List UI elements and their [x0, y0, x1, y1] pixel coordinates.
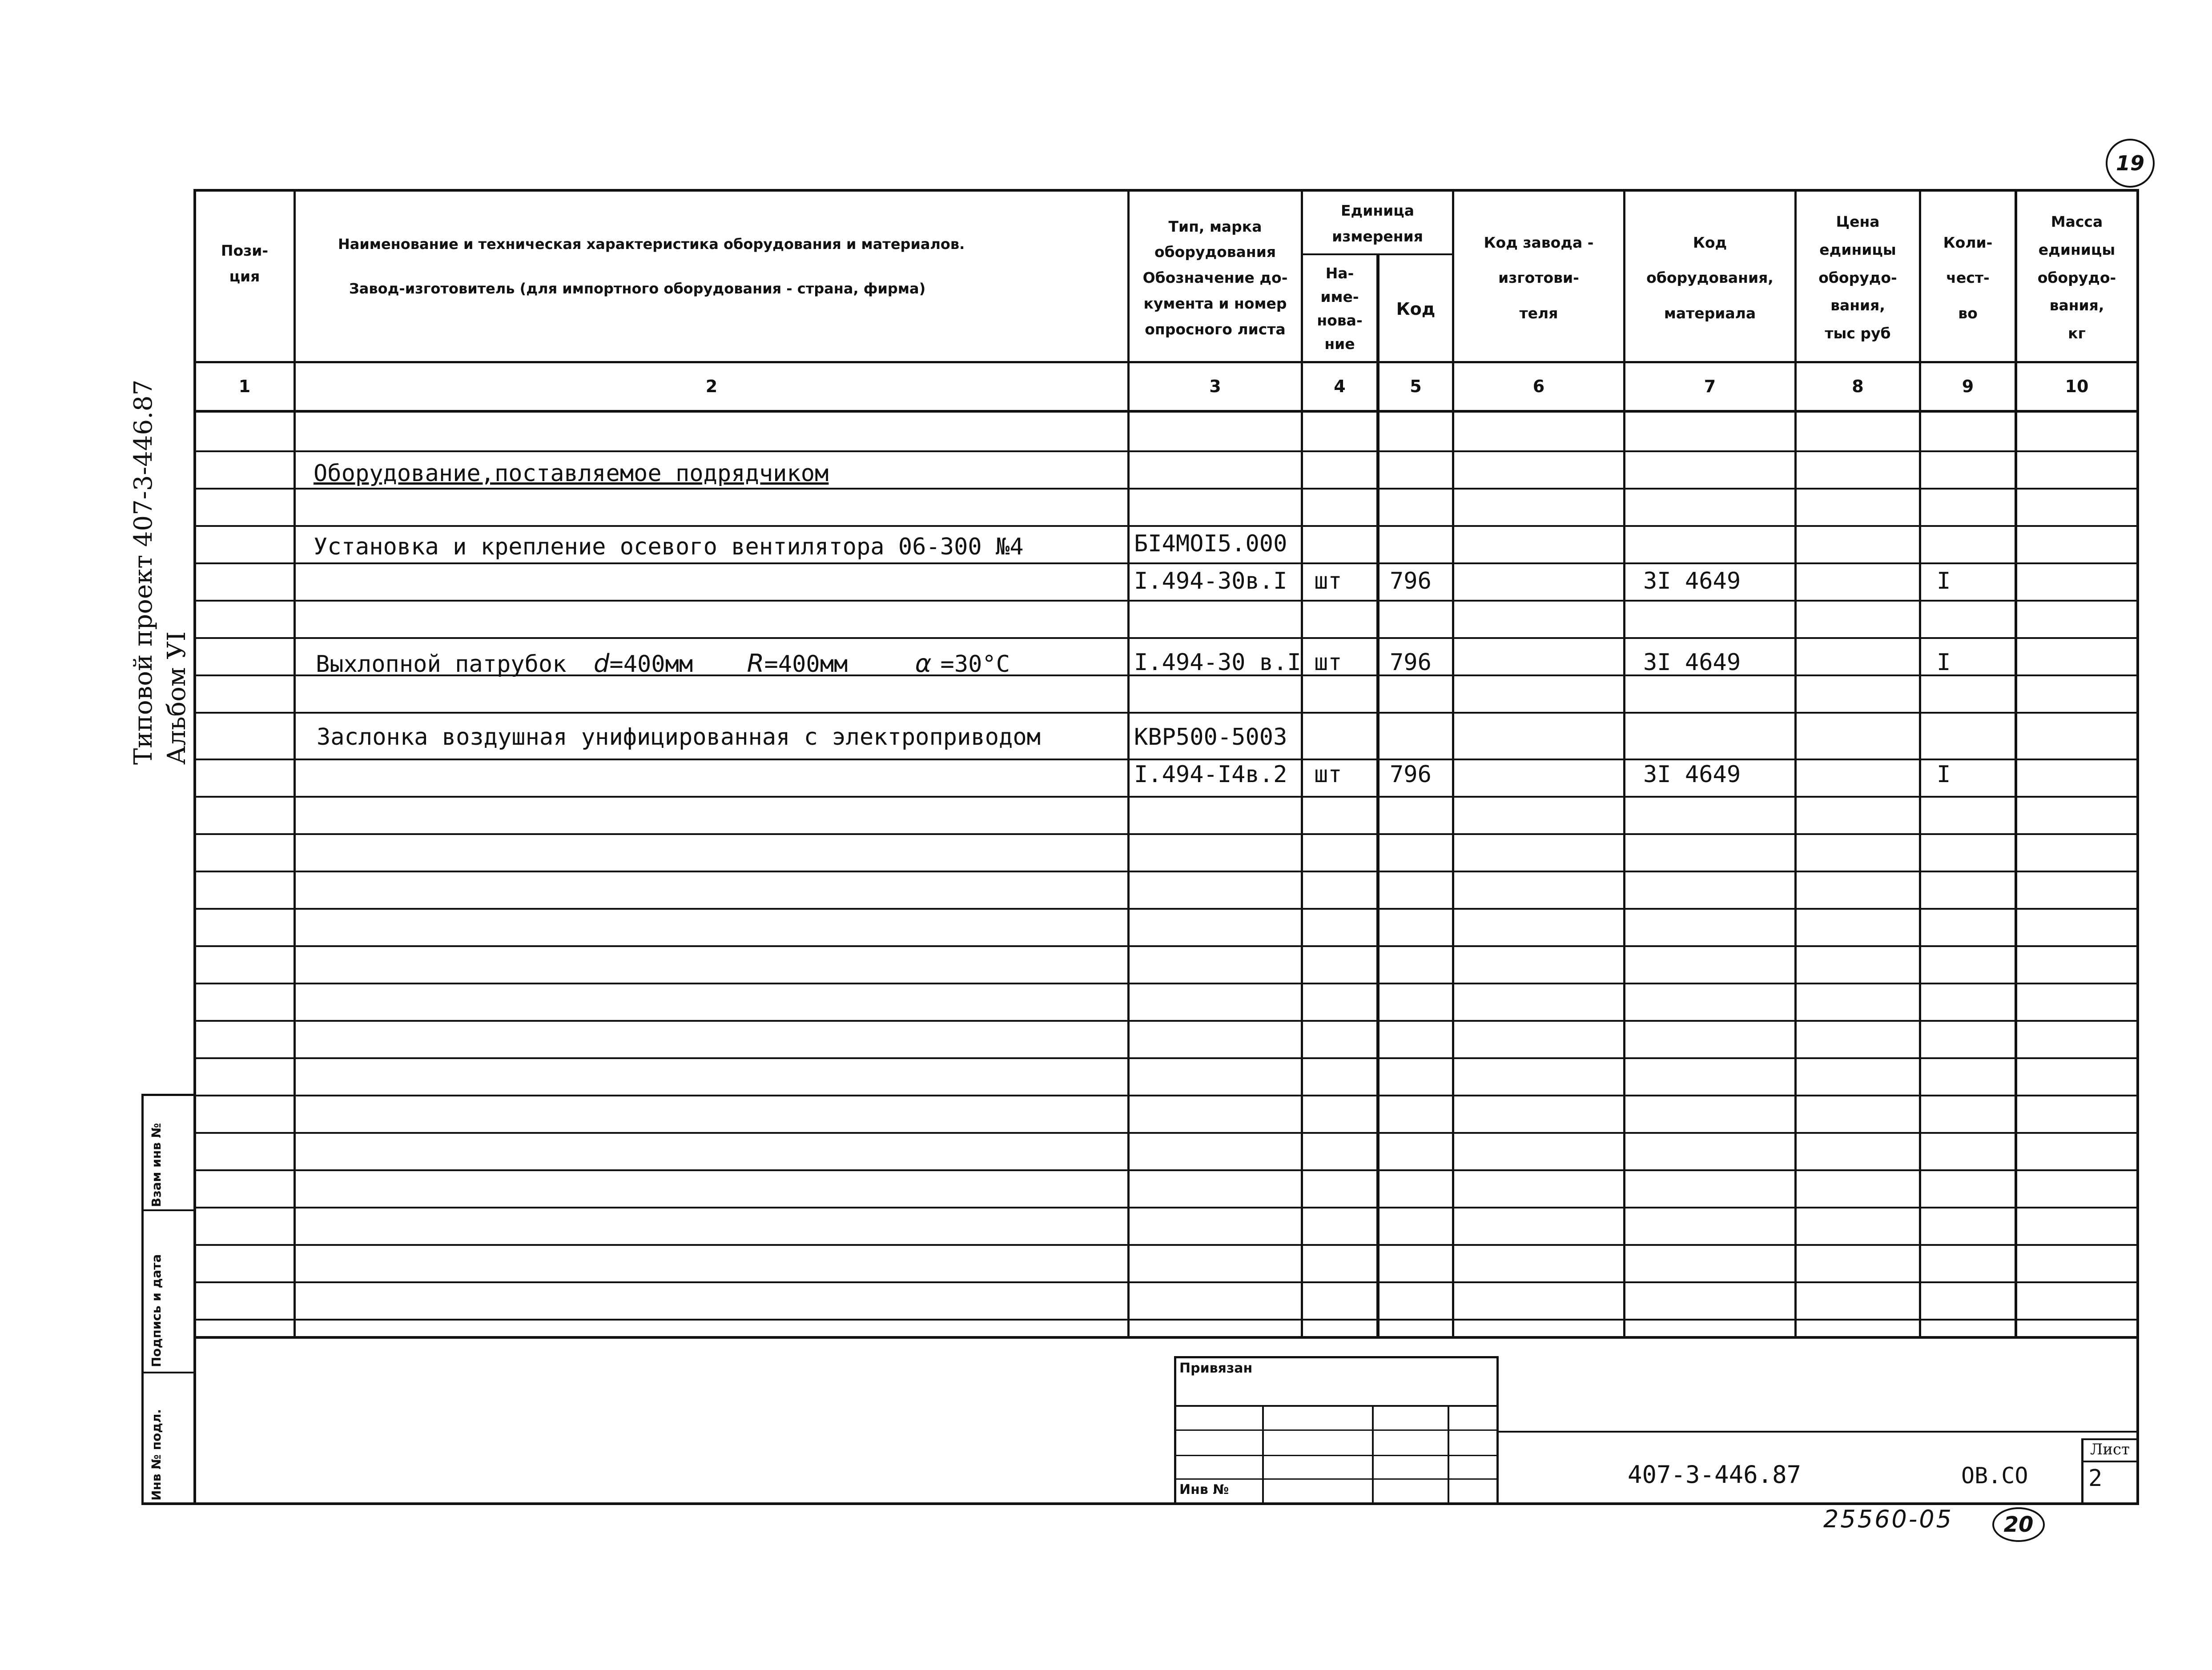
colnum-10: 10 [2065, 377, 2089, 397]
row5-equipment-code: 3I 4649 [1643, 761, 1741, 788]
row3-type: I.494-30 в.I [1134, 649, 1301, 676]
row3-name [316, 649, 1010, 678]
header-type: Тип, марка оборудования Обозначение до- кумента и номер опросного листа [1142, 217, 1288, 338]
row3-unit: шт [1314, 649, 1342, 676]
row3-diameter: =400мм [609, 651, 693, 678]
row3-angle: =30°С [940, 651, 1010, 678]
page-number-bottom: 20 [1992, 1507, 2045, 1542]
inv-number-label: Инв № [1179, 1482, 1229, 1497]
row5-quantity: I [1937, 761, 1951, 788]
colnum-9: 9 [1962, 377, 1974, 397]
sheet-label: Лист [2090, 1441, 2130, 1458]
colnum-7: 7 [1704, 377, 1716, 397]
row2-type: I.494-30в.I [1134, 568, 1287, 594]
row3-code: 796 [1390, 649, 1432, 676]
archive-number: 25560-05 [1823, 1505, 1953, 1533]
header-position: Пози- ция [221, 242, 269, 285]
row3-quantity: I [1937, 649, 1951, 676]
section-title: Оборудование,поставляемое подрядчиком [314, 460, 829, 487]
stamp-label-signature-date: Подпись и дата [149, 1254, 164, 1367]
colnum-6: 6 [1532, 377, 1545, 397]
stamp-label-inv-original: Инв № подл. [149, 1409, 164, 1501]
row5-code: 796 [1390, 761, 1432, 788]
header-price: Цена единицы оборудо- вания, тыс руб [1818, 213, 1897, 342]
row5-unit: шт [1314, 761, 1342, 788]
row4-name: Заслонка воздушная унифицированная с электроприводом [317, 724, 1041, 751]
row2-equipment-code: 3I 4649 [1643, 568, 1741, 594]
header-plant-code: Код завода - изготови- теля [1484, 234, 1594, 322]
stamp-label-replacement-inv: Взам инв № [149, 1123, 164, 1207]
row1-type: БI4МОI5.000 [1134, 530, 1287, 557]
radius-symbol: R [747, 649, 764, 678]
row2-code: 796 [1390, 568, 1432, 594]
header-unit-code: Код [1396, 299, 1436, 319]
row1-name: Установка и крепление осевого вентилятора 06-300 №4 [314, 534, 1024, 560]
header-quantity: Коли- чест- во [1943, 234, 1993, 322]
row4-type: КВР500-5003 [1134, 724, 1287, 751]
header-name-line2: Завод-изготовитель (для импортного оборудования - страна, фирма) [349, 280, 926, 297]
side-title-album: Альбом УI [162, 631, 191, 765]
colnum-5: 5 [1410, 377, 1422, 397]
header-mass: Масса единицы оборудо- вания, кг [2037, 213, 2116, 342]
privyazan-label: Привязан [1179, 1361, 1253, 1376]
header-name-line1: Наименование и техническая характеристика оборудования и материалов. [338, 236, 965, 253]
row2-unit: шт [1314, 568, 1342, 594]
colnum-2: 2 [705, 377, 718, 397]
row5-type: I.494-I4в.2 [1134, 761, 1287, 788]
row3-radius: =400мм [764, 651, 848, 678]
document-code: 407-3-446.87 [1628, 1461, 1802, 1489]
sheet-number: 2 [2088, 1465, 2103, 1492]
page-number-top: 19 [2106, 139, 2155, 188]
header-unit-name: На- име- нова- ние [1317, 265, 1363, 353]
row3-title: Выхлопной патрубок [316, 651, 567, 678]
colnum-4: 4 [1334, 377, 1346, 397]
row2-quantity: I [1937, 568, 1951, 594]
sheet-code: ОВ.СО [1961, 1463, 2028, 1489]
diameter-symbol: d [593, 649, 610, 678]
colnum-3: 3 [1209, 377, 1221, 397]
angle-symbol: α [915, 649, 932, 678]
header-unit: Единица измерения [1332, 201, 1423, 245]
row3-equipment-code: 3I 4649 [1643, 649, 1741, 676]
colnum-1: 1 [238, 377, 251, 397]
colnum-8: 8 [1852, 377, 1864, 397]
header-equipment-code: Код оборудования, материала [1646, 234, 1774, 322]
side-title-project: Типовой проект 407-3-446.87 [129, 379, 158, 765]
